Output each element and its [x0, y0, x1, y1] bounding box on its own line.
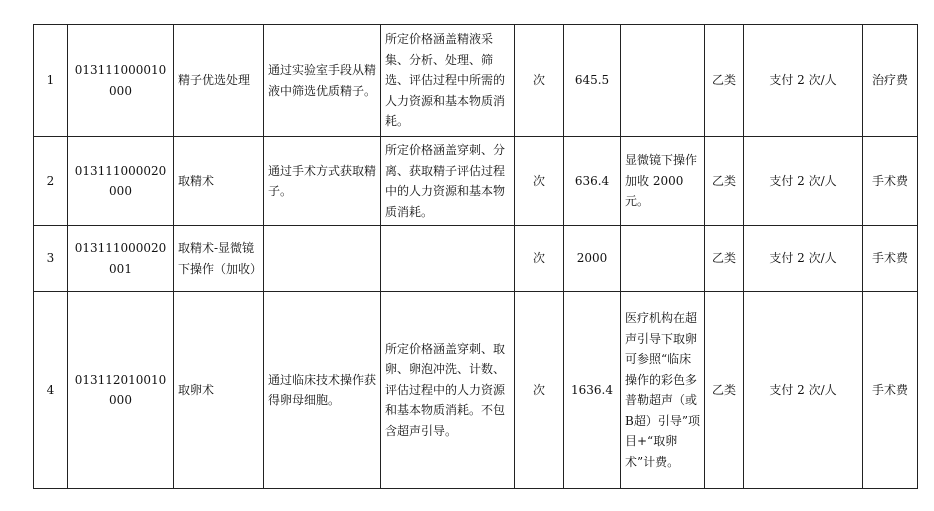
item-fee-type: 手术费 [863, 226, 918, 292]
item-exclusions: 所定价格涵盖穿刺、分离、获取精子评估过程中的人力资源和基本物质消耗。 [381, 137, 515, 226]
item-exclusions [381, 226, 515, 292]
item-payment: 支付 2 次/人 [744, 292, 863, 489]
table-row [34, 137, 918, 226]
item-price: 2000 [564, 226, 621, 292]
item-name: 取精术-显微镜下操作（加收） [174, 226, 264, 292]
row-index: 2 [34, 137, 68, 226]
table-row [34, 292, 918, 489]
item-note [621, 25, 705, 137]
item-name: 精子优选处理 [174, 25, 264, 137]
item-content [264, 226, 381, 292]
item-price: 636.4 [564, 137, 621, 226]
item-code: 013112010010000 [68, 292, 174, 489]
price-table [33, 24, 918, 489]
item-unit: 次 [515, 137, 564, 226]
table-row [34, 226, 918, 292]
item-content: 通过手术方式获取精子。 [264, 137, 381, 226]
row-index: 4 [34, 292, 68, 489]
item-category: 乙类 [705, 25, 744, 137]
item-fee-type: 治疗费 [863, 25, 918, 137]
item-unit: 次 [515, 25, 564, 137]
item-unit: 次 [515, 226, 564, 292]
item-category: 乙类 [705, 137, 744, 226]
item-content: 通过实验室手段从精液中筛选优质精子。 [264, 25, 381, 137]
item-unit: 次 [515, 292, 564, 489]
item-code: 013111000020000 [68, 137, 174, 226]
item-price: 1636.4 [564, 292, 621, 489]
item-price: 645.5 [564, 25, 621, 137]
item-payment: 支付 2 次/人 [744, 25, 863, 137]
item-exclusions: 所定价格涵盖穿刺、取卵、卵泡冲洗、计数、评估过程中的人力资源和基本物质消耗。不包含超声引导。 [381, 292, 515, 489]
item-payment: 支付 2 次/人 [744, 226, 863, 292]
item-name: 取精术 [174, 137, 264, 226]
item-note: 显微镜下操作加收 2000 元。 [621, 137, 705, 226]
row-index: 1 [34, 25, 68, 137]
item-fee-type: 手术费 [863, 137, 918, 226]
item-category: 乙类 [705, 226, 744, 292]
item-fee-type: 手术费 [863, 292, 918, 489]
item-note [621, 226, 705, 292]
item-content: 通过临床技术操作获得卵母细胞。 [264, 292, 381, 489]
table-row [34, 25, 918, 137]
item-code: 013111000020001 [68, 226, 174, 292]
row-index: 3 [34, 226, 68, 292]
item-code: 013111000010000 [68, 25, 174, 137]
item-note: 医疗机构在超声引导下取卵可参照“临床操作的彩色多普勒超声（或B超）引导”项目+“取卵术”计费。 [621, 292, 705, 489]
item-payment: 支付 2 次/人 [744, 137, 863, 226]
item-category: 乙类 [705, 292, 744, 489]
item-name: 取卵术 [174, 292, 264, 489]
item-exclusions: 所定价格涵盖精液采集、分析、处理、筛选、评估过程中所需的人力资源和基本物质消耗。 [381, 25, 515, 137]
